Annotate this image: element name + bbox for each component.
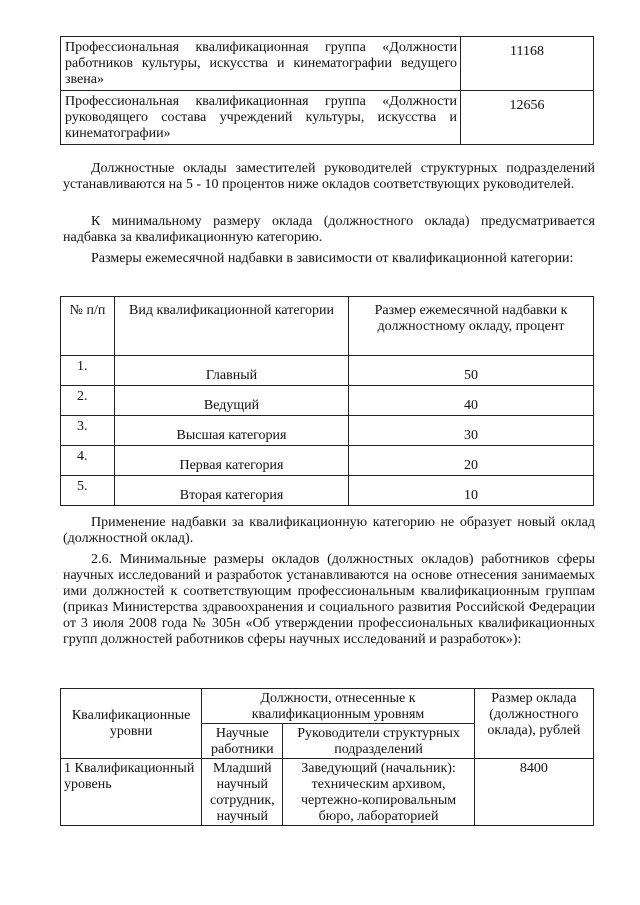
row-qualification-level: 1 Квалификационный уровень bbox=[61, 759, 202, 826]
paragraph-category-bonus: К минимальному размеру оклада (должностного оклада) предусматривается надбавка за квалификационную категорию. bbox=[63, 214, 595, 245]
row-head-positions: Заведующий (начальник): техническим архивом, чертежно-копировальным бюро, лабораторией bbox=[283, 759, 474, 826]
category-bonus-table bbox=[60, 296, 594, 506]
header-bonus-size: Размер ежемесячной надбавки к должностному окладу, процент bbox=[349, 297, 594, 356]
table-row bbox=[61, 476, 594, 506]
table-header-row bbox=[61, 297, 594, 356]
group-name-cell: Профессиональная квалификационная группа «Должности работников культуры, искусства и кинематографии ведущего звена» bbox=[61, 37, 461, 91]
row-number: 5. bbox=[61, 476, 115, 506]
row-category: Главный bbox=[115, 356, 349, 386]
table-row bbox=[61, 356, 594, 386]
row-percent: 50 bbox=[349, 356, 594, 386]
table-row bbox=[61, 759, 594, 826]
table-header-row bbox=[61, 689, 594, 724]
group-name-cell: Профессиональная квалификационная группа «Должности руководящего состава учреждений культуры, искусства и кинематографии» bbox=[61, 91, 461, 145]
header-positions: Должности, отнесенные к квалификационным уровням bbox=[202, 689, 474, 724]
row-category: Первая категория bbox=[115, 446, 349, 476]
table-row bbox=[61, 446, 594, 476]
row-percent: 30 bbox=[349, 416, 594, 446]
row-percent: 10 bbox=[349, 476, 594, 506]
row-number: 4. bbox=[61, 446, 115, 476]
table-row bbox=[61, 37, 594, 91]
paragraph-bonus-sizes: Размеры ежемесячной надбавки в зависимости от квалификационной категории: bbox=[91, 251, 574, 266]
table-row bbox=[61, 386, 594, 416]
row-researcher-positions: Младший научный сотрудник, научный bbox=[202, 759, 283, 826]
science-salary-table bbox=[60, 688, 594, 826]
table-row bbox=[61, 91, 594, 145]
row-category: Вторая категория bbox=[115, 476, 349, 506]
paragraph-bonus-application: Применение надбавки за квалификационную категорию не образует новый оклад (должностной оклад). bbox=[63, 515, 595, 546]
salary-value-cell: 11168 bbox=[461, 37, 594, 91]
header-salary-size: Размер оклада (должностного оклада), рублей bbox=[474, 689, 593, 759]
header-researchers: Научные работники bbox=[202, 724, 283, 759]
paragraph-deputy-salaries: Должностные оклады заместителей руководителей структурных подразделений устанавливаются на 5 - 10 процентов ниже окладов соответствующих руководителей. bbox=[63, 161, 595, 192]
paragraph-science-salaries: 2.6. Минимальные размеры окладов (должностных окладов) работников сферы научных исследований и разработок устанавливаются на основе отнесения занимаемых ими должностей к соответствующим профессиональным квалификационным группам (приказ Министерства здравоохранения и социального развития Российской Федерации от 3 июля 2008 года № 305н «Об утверждении профессиональных квалификационных групп должностей работников сферы научных исследований и разработок»): bbox=[63, 552, 595, 647]
salary-group-table bbox=[60, 36, 594, 145]
row-number: 2. bbox=[61, 386, 115, 416]
header-category-kind: Вид квалификационной категории bbox=[115, 297, 349, 356]
table-row bbox=[61, 416, 594, 446]
row-percent: 40 bbox=[349, 386, 594, 416]
header-qualification-levels: Квалификационные уровни bbox=[61, 689, 202, 759]
row-percent: 20 bbox=[349, 446, 594, 476]
row-salary-value: 8400 bbox=[474, 759, 593, 826]
header-number: № п/п bbox=[61, 297, 115, 356]
header-department-heads: Руководители структурных подразделений bbox=[283, 724, 474, 759]
row-category: Высшая категория bbox=[115, 416, 349, 446]
row-category: Ведущий bbox=[115, 386, 349, 416]
row-number: 1. bbox=[61, 356, 115, 386]
salary-value-cell: 12656 bbox=[461, 91, 594, 145]
row-number: 3. bbox=[61, 416, 115, 446]
